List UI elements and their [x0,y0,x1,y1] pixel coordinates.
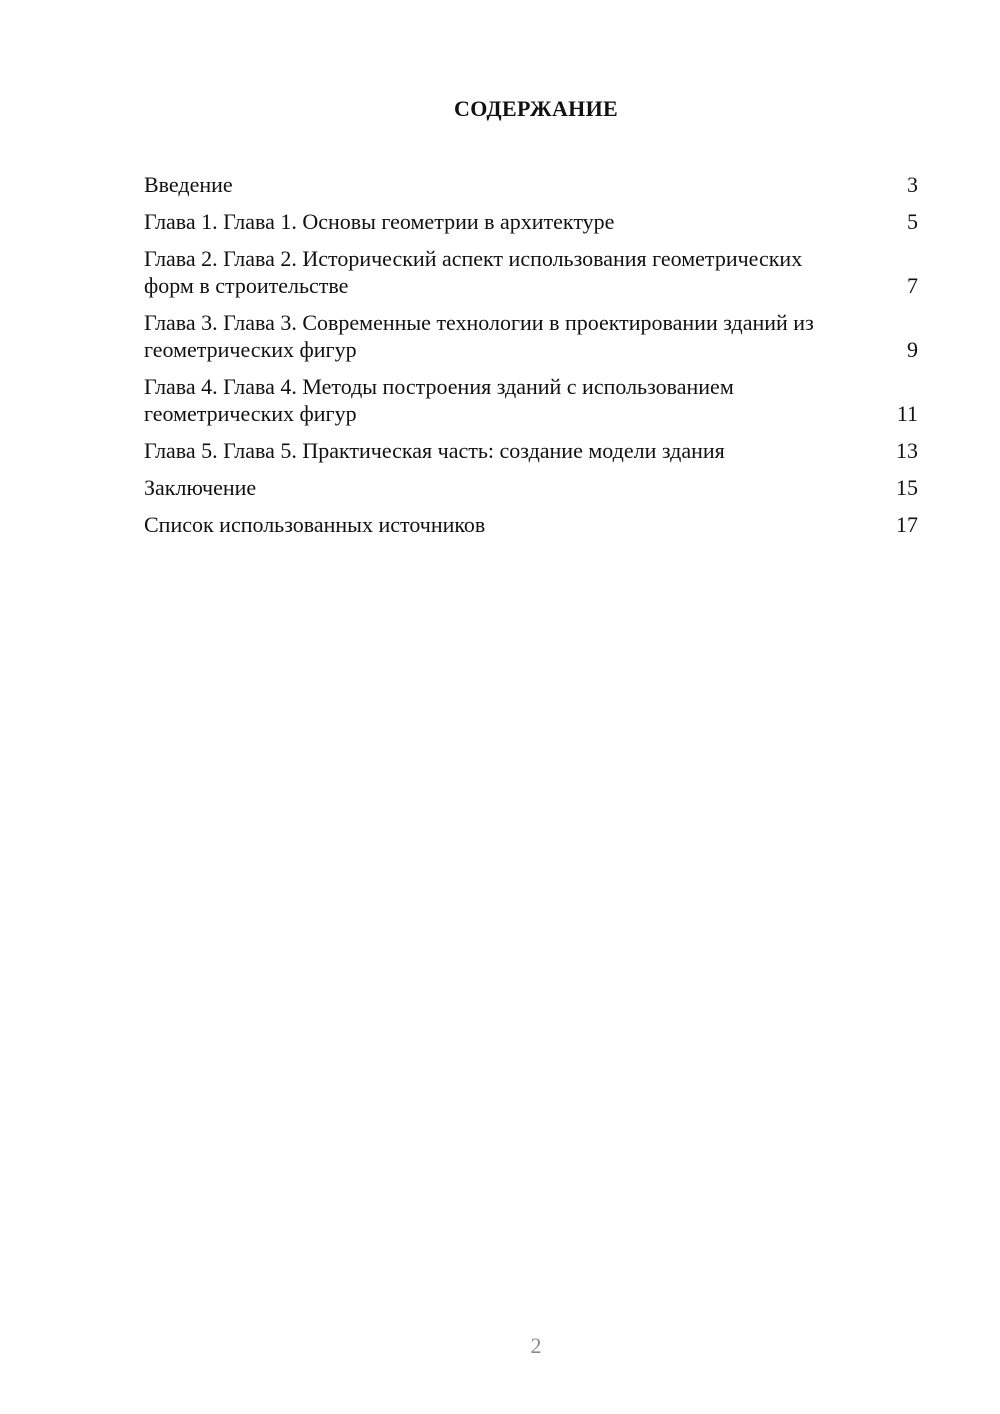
toc-entry [144,245,918,299]
toc-entry [144,474,918,501]
toc-entry-page: 13 [896,438,918,463]
toc-entry-title: Глава 2. Глава 2. Исторический аспект использования геометрических форм в строительстве [144,246,803,298]
toc-entry [144,437,918,464]
toc-entry-title: Глава 3. Глава 3. Современные технологии в проектировании зданий из геометрических фигур [144,310,814,362]
page-title: СОДЕРЖАНИЕ [454,96,618,121]
toc-entry [144,309,918,363]
toc-entry [144,373,918,427]
toc-entry-page: 7 [907,273,918,298]
toc-entry-title: Глава 5. Глава 5. Практическая часть: создание модели здания [144,438,725,463]
toc-entry-page: 3 [907,172,918,197]
toc-entry-page: 17 [896,512,918,537]
toc-entry-page: 5 [907,209,918,234]
toc-entry [144,171,918,198]
toc-entry-page: 11 [896,401,918,426]
toc-entry-page: 15 [896,475,918,500]
toc-entry-title: Глава 4. Глава 4. Методы построения зданий с использованием геометрических фигур [144,374,734,426]
toc-entry-title: Список использованных источников [144,512,486,537]
toc-entry-title: Заключение [144,475,257,500]
toc-entry-page: 9 [907,337,918,362]
toc-entry [144,208,918,235]
toc-entry [144,511,918,538]
page-number: 2 [530,1333,542,1358]
toc-entry-title: Глава 1. Глава 1. Основы геометрии в архитектуре [144,209,615,234]
toc-entry-title: Введение [144,172,233,197]
table-of-contents [144,171,918,548]
